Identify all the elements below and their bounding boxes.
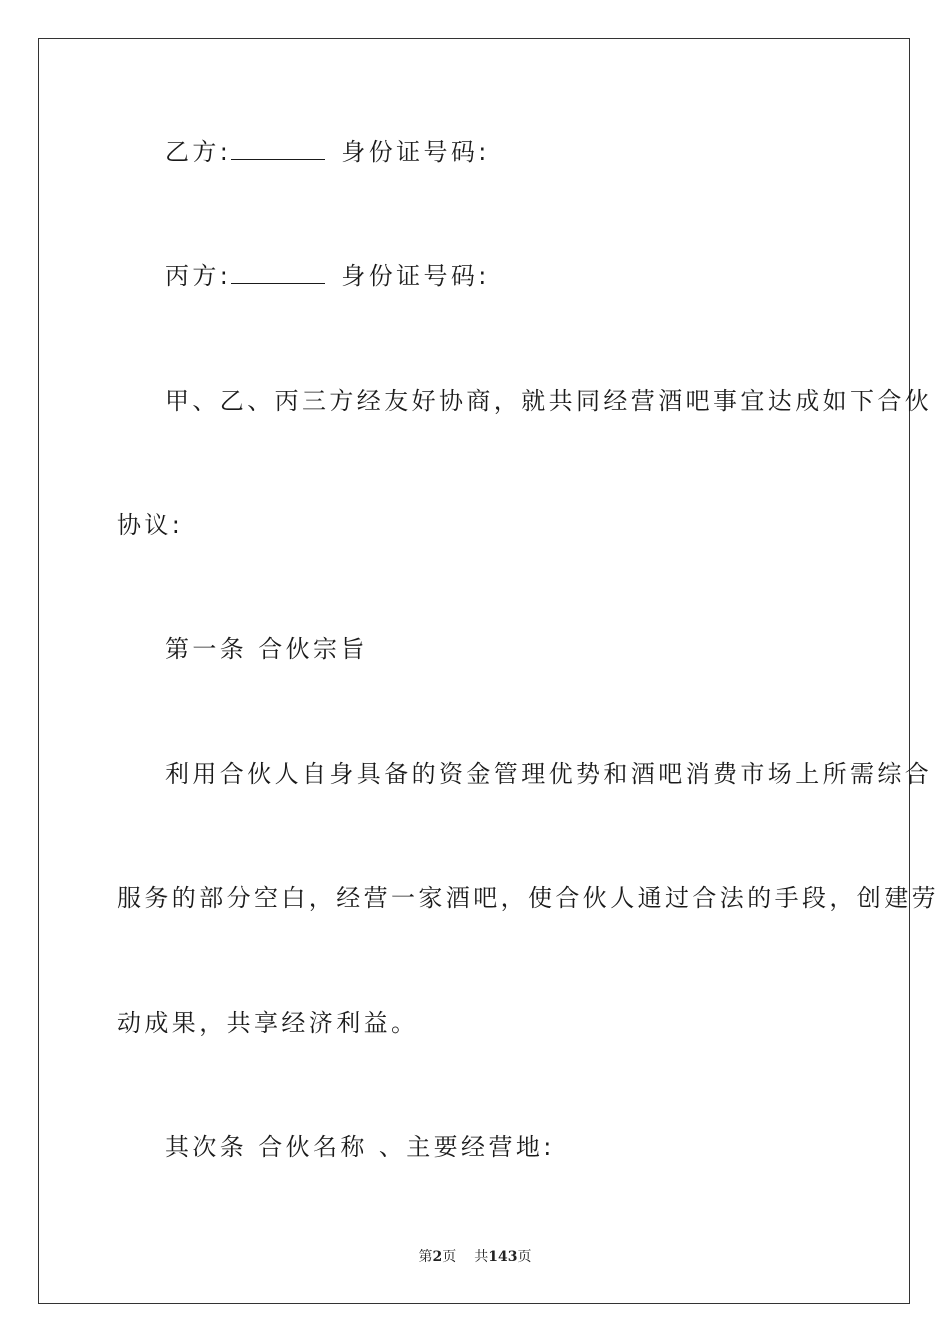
- article-1-paragraph-line-3: 动成果，共享经济利益。: [117, 1009, 419, 1037]
- party-c-name-blank: [231, 261, 325, 284]
- intro-paragraph-line-1: 甲、乙、丙三方经友好协商，就共同经营酒吧事宜达成如下合伙: [165, 387, 933, 415]
- footer-total-pages: 143: [488, 1249, 518, 1265]
- intro-paragraph-line-2: 协议:: [117, 511, 184, 539]
- party-b-id-label: 身份证号码:: [341, 138, 490, 166]
- article-1-paragraph-line-1: 利用合伙人自身具备的资金管理优势和酒吧消费市场上所需综合: [165, 760, 933, 788]
- party-c-id-label: 身份证号码:: [341, 262, 490, 290]
- footer-page-prefix: 第: [418, 1249, 433, 1265]
- party-b-label: 乙方:: [165, 138, 232, 166]
- article-1-heading: 第一条 合伙宗旨: [165, 635, 368, 663]
- party-b-name-blank: [231, 137, 325, 160]
- article-2-heading: 其次条 合伙名称 、主要经营地:: [165, 1133, 555, 1161]
- party-c-line: [165, 261, 490, 291]
- page-frame: [38, 38, 910, 1304]
- party-c-label: 丙方:: [165, 262, 232, 290]
- article-1-paragraph-line-2: 服务的部分空白，经营一家酒吧，使合伙人通过合法的手段，创建劳: [117, 884, 939, 912]
- footer-page-suffix: 页: [442, 1249, 457, 1265]
- footer-total-prefix: 共: [474, 1249, 489, 1265]
- page-footer: [0, 1246, 950, 1266]
- party-b-line: [165, 137, 490, 167]
- footer-total-suffix: 页: [517, 1249, 532, 1265]
- footer-page-number: 2: [432, 1249, 443, 1265]
